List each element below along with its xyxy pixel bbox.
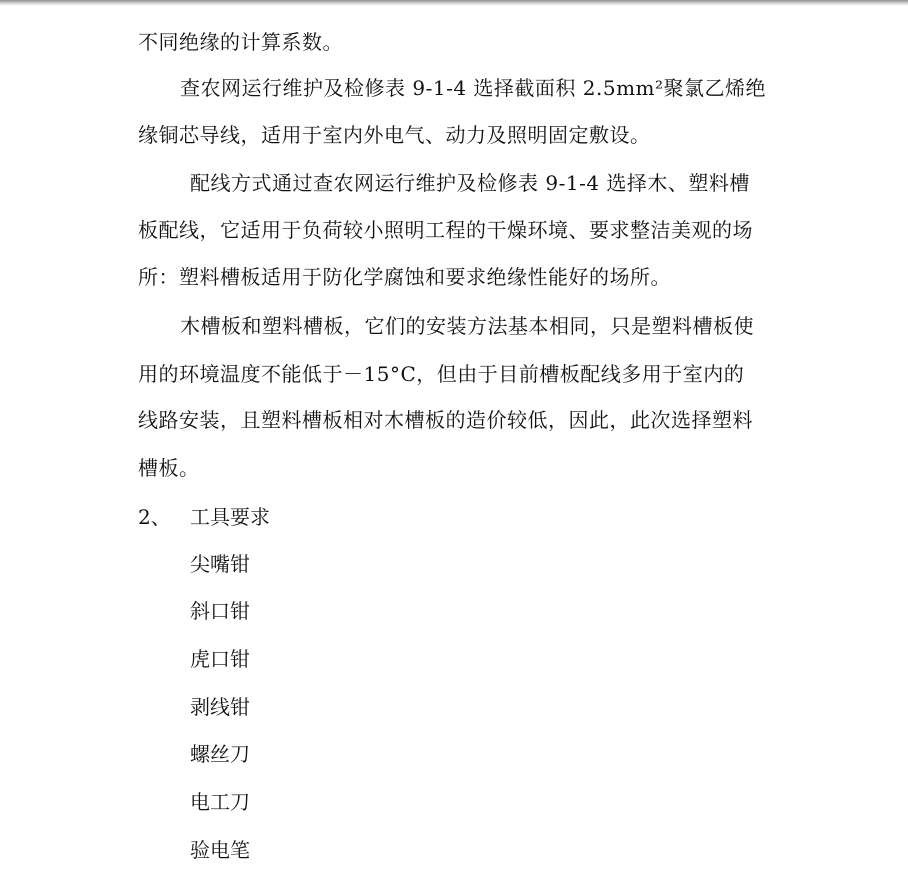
section-title: 工具要求 [190,505,270,529]
section-number: 2、 [138,505,171,529]
tool-item: 剥线钳 [190,695,250,719]
tool-item: 尖嘴钳 [190,552,250,576]
tool-item: 验电笔 [190,838,250,862]
paragraph-line: 板配线，它适用于负荷较小照明工程的干燥环境、要求整洁美观的场 [138,218,753,242]
tool-item: 斜口钳 [190,599,250,623]
tool-item: 虎口钳 [190,647,250,671]
paragraph-line: 线路安装，且塑料槽板相对木槽板的造价较低，因此，此次选择塑料 [138,408,753,432]
paragraph-line: 缘铜芯导线，适用于室内外电气、动力及照明固定敷设。 [138,123,651,147]
paragraph-line: 所：塑料槽板适用于防化学腐蚀和要求绝缘性能好的场所。 [138,265,671,289]
paragraph-line: 查农网运行维护及检修表 9-1-4 选择截面积 2.5mm²聚氯乙烯绝 [180,76,767,100]
paragraph-line: 不同绝缘的计算系数。 [138,30,343,54]
paragraph-line: 配线方式通过查农网运行维护及检修表 9-1-4 选择木、塑料槽 [190,171,750,195]
tool-item: 电工刀 [190,790,250,814]
tool-item: 螺丝刀 [190,742,250,766]
paragraph-line: 用的环境温度不能低于－15°C，但由于目前槽板配线多用于室内的 [138,362,745,386]
paragraph-line: 木槽板和塑料槽板，它们的安装方法基本相同，只是塑料槽板使 [180,314,754,338]
paragraph-line: 槽板。 [138,456,200,480]
